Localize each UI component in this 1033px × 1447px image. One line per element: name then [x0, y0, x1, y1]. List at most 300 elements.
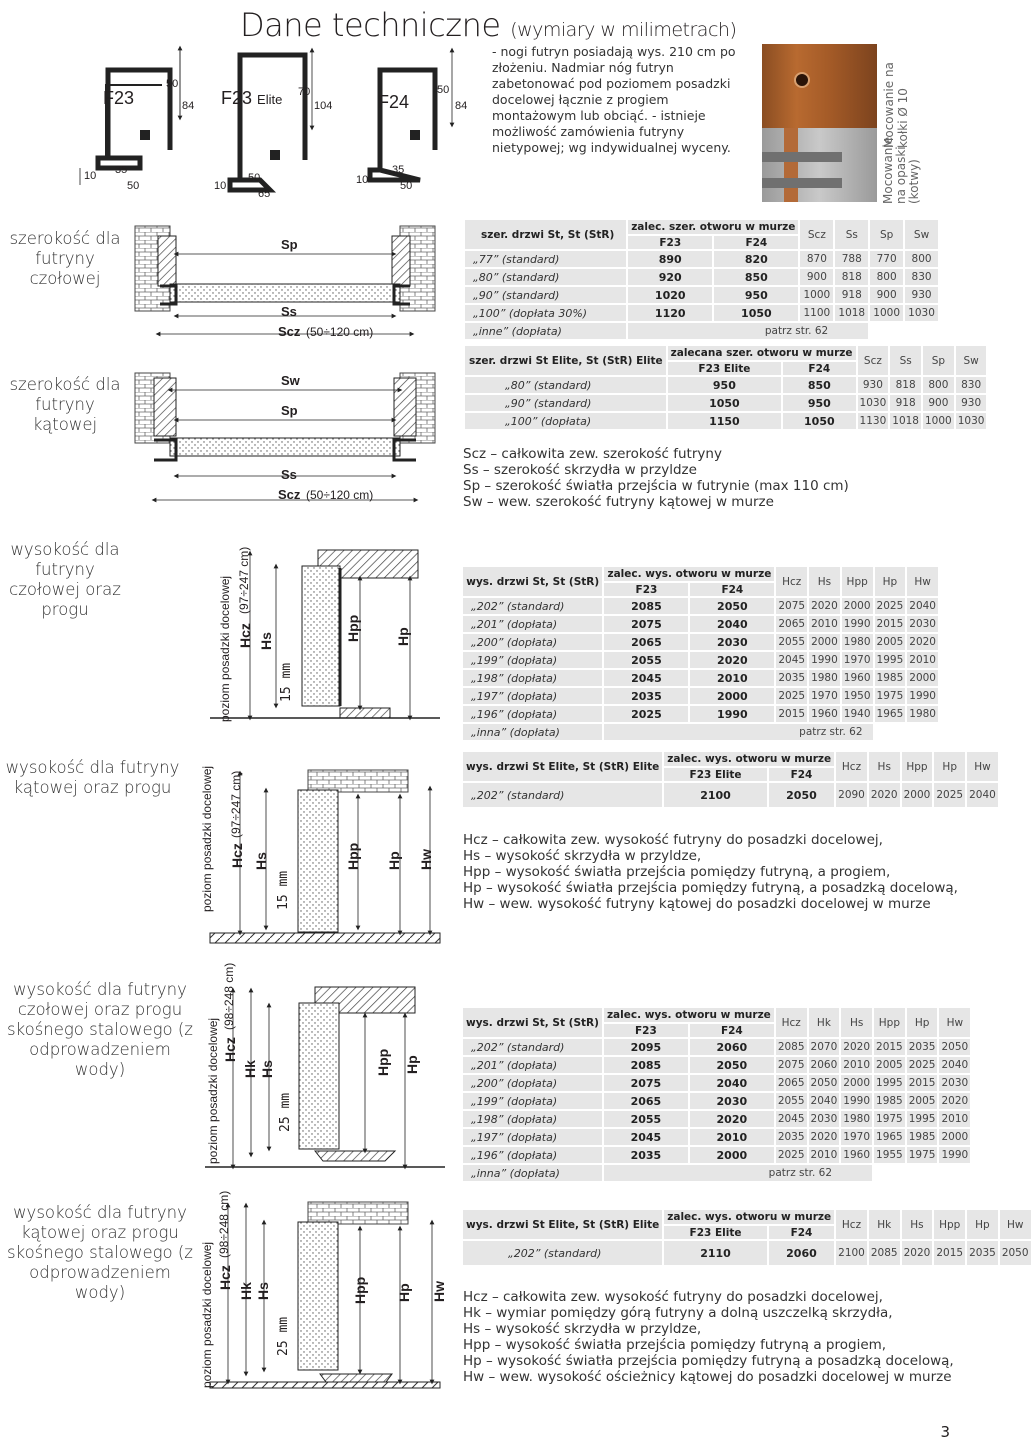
- t5-r5-c5: 1970: [840, 1128, 873, 1146]
- t2-r1-c6: 930: [955, 394, 988, 412]
- legend3-hp: Hp – wysokość światła przejścia pomiędzy futryną a posadzką docelową,: [463, 1353, 954, 1369]
- profile-f23-dim-50: 50: [166, 78, 179, 90]
- t3-r2-c2: 2030: [689, 633, 775, 651]
- legend-hp: Hp – wysokość światła przejścia pomiędzy futryną, a posadzką docelową,: [463, 880, 958, 896]
- table-row: [463, 1074, 971, 1092]
- t1-r2-c4: 918: [834, 286, 869, 304]
- t1-r2-c5: 900: [869, 286, 904, 304]
- label-hp: Hp: [395, 627, 411, 646]
- table-row: [463, 782, 999, 808]
- t2-r2-c5: 1000: [922, 412, 955, 430]
- table-row: [463, 669, 939, 687]
- t2-r2-c2: 1050: [782, 412, 856, 430]
- profile-f23-elite-label: [221, 88, 282, 109]
- t5-r5-c4: 2020: [808, 1128, 841, 1146]
- table-row: [463, 1092, 971, 1110]
- t3-col-hw: Hw: [906, 567, 939, 597]
- t4-col-hpp: Hpp: [901, 752, 934, 782]
- t3-col-hpp: Hpp: [841, 567, 874, 597]
- width-table-elite: [465, 346, 988, 431]
- t5-r3-c5: 1990: [840, 1092, 873, 1110]
- t5-r5-c1: 2045: [603, 1128, 689, 1146]
- t5-r0-c7: 2035: [906, 1038, 939, 1056]
- t2-r2-c3: 1130: [857, 412, 890, 430]
- t3-r5-c6: 1975: [874, 687, 907, 705]
- label-ss: Ss: [281, 304, 297, 319]
- t4-col-hs: Hs: [868, 752, 901, 782]
- t4-r0-c1: 2100: [663, 782, 768, 808]
- section-width-front: szerokość dla futryny czołowej: [9, 229, 121, 288]
- t5-r5-c0: „197” (dopłata): [463, 1128, 603, 1146]
- table-row: [465, 394, 987, 412]
- t3-r5-c5: 1950: [841, 687, 874, 705]
- t5-r3-c6: 1985: [873, 1092, 906, 1110]
- label-hcz-3: Hcz: [222, 1037, 238, 1062]
- t6-col-hp: Hp: [966, 1210, 999, 1240]
- table-row: [465, 376, 987, 394]
- profile-f24-dim-35: 35: [392, 164, 405, 176]
- t3-col-hp: Hp: [874, 567, 907, 597]
- t3-r4-c4: 1980: [808, 669, 841, 687]
- t5-r1-c5: 2010: [840, 1056, 873, 1074]
- t5-r2-c0: „200” (dopłata): [463, 1074, 603, 1092]
- t2-r1-c2: 950: [782, 394, 856, 412]
- label-floor-level: poziom posadzki docelowej: [218, 575, 232, 722]
- label-hcz-4: Hcz: [217, 1265, 233, 1290]
- t3-r5-c7: 1990: [906, 687, 939, 705]
- t3-r3-c1: 2055: [603, 651, 689, 669]
- mount-dowel-label: Mocowanie na kołki Ø 10: [882, 62, 910, 148]
- t2-r0-c1: 950: [667, 376, 782, 394]
- t6-header-door: wys. drzwi St Elite, St (StR) Elite: [463, 1210, 663, 1240]
- width-table-front: [465, 220, 940, 341]
- legend-hcz: Hcz – całkowita zew. wysokość futryny do posadzki docelowej,: [463, 832, 883, 848]
- t3-r5-c3: 2025: [775, 687, 808, 705]
- t3-r0-c1: 2085: [603, 597, 689, 615]
- t5-r1-c0: „201” (dopłata): [463, 1056, 603, 1074]
- t1-r2-label: „90” (standard): [465, 286, 627, 304]
- t5-r4-c4: 2030: [808, 1110, 841, 1128]
- t1-r2-c1: 1020: [627, 286, 713, 304]
- t1-r3-c6: 1030: [904, 304, 939, 322]
- t1-r1-c4: 818: [834, 268, 869, 286]
- t3-last-label: „inna” (dopłata): [463, 723, 603, 741]
- t6-r0-c4: 2085: [868, 1240, 901, 1266]
- section-height-front-sloped: wysokość dla futryny czołowej oraz progu skośnego stalowego (z odprowadzeniem wody): [7, 980, 193, 1079]
- label-hs-4: Hs: [255, 1282, 271, 1300]
- t5-last-ref: patrz str. 62: [603, 1164, 873, 1182]
- t2-r0-c6: 830: [955, 376, 988, 394]
- profile-f23e-name: F23: [221, 88, 253, 108]
- t3-r1-c2: 2040: [689, 615, 775, 633]
- profile-f23e-dim-50: 50: [248, 172, 261, 184]
- t1-r3-c2: 1050: [713, 304, 799, 322]
- label-hpp: Hpp: [345, 614, 361, 642]
- height-front-sloped-diagram: [205, 985, 450, 1175]
- t5-r6-c0: „196” (dopłata): [463, 1146, 603, 1164]
- t3-r3-c5: 1970: [841, 651, 874, 669]
- profile-f24-dim-10: 10: [356, 174, 369, 186]
- t1-last-label: „inne” (dopłata): [465, 322, 627, 340]
- height-table-front-sloped: [463, 1008, 972, 1183]
- t5-header-door: wys. drzwi St, St (StR): [463, 1008, 603, 1038]
- table-row: [465, 268, 939, 286]
- t5-last-label: „inna” (dopłata): [463, 1164, 603, 1182]
- t5-r0-c3: 2085: [775, 1038, 808, 1056]
- t2-header-door: szer. drzwi St Elite, St (StR) Elite: [465, 346, 667, 376]
- profile-f23-dim-84: 84: [182, 100, 195, 112]
- label-hs-2: Hs: [253, 852, 269, 870]
- table-row: [463, 651, 939, 669]
- t2-r2-c4: 1018: [889, 412, 922, 430]
- table-row: [463, 633, 939, 651]
- t5-header-opening: zalec. wys. otworu w murze: [603, 1008, 775, 1023]
- label-15mm-2: 15 mm: [276, 870, 291, 910]
- t5-r2-c2: 2040: [689, 1074, 775, 1092]
- t5-r6-c4: 2010: [808, 1146, 841, 1164]
- t5-r1-c1: 2085: [603, 1056, 689, 1074]
- t5-r4-c3: 2045: [775, 1110, 808, 1128]
- t3-last-ref: patrz str. 62: [603, 723, 873, 741]
- section-width-corner: szerokość dla futryny kątowej: [9, 375, 121, 434]
- t3-r3-c2: 2020: [689, 651, 775, 669]
- legend3-hpp: Hpp – wysokość światła przejścia pomiędzy futryną a progiem,: [463, 1337, 887, 1353]
- t1-col-sw: Sw: [904, 220, 939, 250]
- profile-f23e-dim-104: 104: [314, 100, 333, 112]
- table-row: [465, 412, 987, 430]
- t5-r4-c5: 1980: [840, 1110, 873, 1128]
- table-row: [465, 286, 939, 304]
- installation-note: - nogi futryn posiadają wys. 210 cm po złożeniu. Nadmiar nóg futryn zabetonować pod poziomem posadzki docelowej łącznie z progiem montażowym lub obciąć. - istnieje możliwość zamówienia futryny nietypowej; wg indywidualnej wyceny.: [492, 44, 736, 155]
- t5-r2-c7: 2015: [906, 1074, 939, 1092]
- t3-r2-c0: „200” (dopłata): [463, 633, 603, 651]
- t5-r6-c6: 1955: [873, 1146, 906, 1164]
- t1-col-ss: Ss: [834, 220, 869, 250]
- t3-col-f23: F23: [603, 582, 689, 597]
- t5-r3-c0: „199” (dopłata): [463, 1092, 603, 1110]
- profile-f24-dim-50b: 50: [400, 180, 413, 192]
- t5-r5-c7: 1985: [906, 1128, 939, 1146]
- legend-hpp: Hpp – wysokość światła przejścia pomiędzy futryną, a progiem,: [463, 864, 891, 880]
- t5-col-hs: Hs: [840, 1008, 873, 1038]
- t3-r4-c1: 2045: [603, 669, 689, 687]
- t3-r6-c0: „196” (dopłata): [463, 705, 603, 723]
- t4-col-f23e: F23 Elite: [663, 767, 768, 782]
- table-row: [463, 1146, 971, 1164]
- t5-r2-c3: 2065: [775, 1074, 808, 1092]
- t3-r0-c5: 2000: [841, 597, 874, 615]
- label-floor-level-4: poziom posadzki docelowej: [200, 1241, 214, 1388]
- t4-r0-label: „202” (standard): [463, 782, 663, 808]
- t3-r2-c7: 2020: [906, 633, 939, 651]
- t1-r3-c1: 1120: [627, 304, 713, 322]
- dowel-hole-icon: [794, 72, 810, 88]
- t3-col-hcz: Hcz: [775, 567, 808, 597]
- t3-col-hs: Hs: [808, 567, 841, 597]
- height-legend: [463, 832, 958, 912]
- t5-r5-c6: 1965: [873, 1128, 906, 1146]
- profile-f24-label: F24: [378, 92, 410, 112]
- profile-f24: [370, 50, 452, 180]
- label-hp-4: Hp: [396, 1283, 412, 1302]
- t6-r0-c5: 2020: [901, 1240, 934, 1266]
- label-scz-range-2: (50÷120 cm): [306, 488, 374, 502]
- wall-photo: [762, 128, 877, 202]
- t2-r1-label: „90” (standard): [465, 394, 667, 412]
- t5-r0-c0: „202” (standard): [463, 1038, 603, 1056]
- t5-r1-c2: 2050: [689, 1056, 775, 1074]
- t5-r6-c8: 1990: [938, 1146, 971, 1164]
- t5-col-hk: Hk: [808, 1008, 841, 1038]
- label-scz: Scz: [278, 324, 301, 339]
- t4-r0-c6: 2025: [933, 782, 966, 808]
- profile-f23-dim-35: 35: [115, 164, 128, 176]
- t6-header-opening: zalec. wys. otworu w murze: [663, 1210, 835, 1225]
- t5-r2-c8: 2030: [938, 1074, 971, 1092]
- title-sub: (wymiary w milimetrach): [510, 19, 737, 41]
- t5-r6-c2: 2000: [689, 1146, 775, 1164]
- t5-r6-c7: 1975: [906, 1146, 939, 1164]
- t1-r0-c1: 890: [627, 250, 713, 268]
- t1-r1-c6: 830: [904, 268, 939, 286]
- t3-r1-c0: „201” (dopłata): [463, 615, 603, 633]
- t1-r1-c3: 900: [799, 268, 834, 286]
- t2-col-f24: F24: [782, 361, 856, 376]
- t4-col-f24: F24: [768, 767, 835, 782]
- t2-header-opening: zalecana szer. otworu w murze: [667, 346, 857, 361]
- t1-r0-c6: 800: [904, 250, 939, 268]
- label-hcz-range-3: (98÷248 cm): [222, 962, 236, 1030]
- t5-r3-c3: 2055: [775, 1092, 808, 1110]
- t2-r2-c6: 1030: [955, 412, 988, 430]
- t4-r0-c5: 2000: [901, 782, 934, 808]
- t5-col-hp: Hp: [906, 1008, 939, 1038]
- t2-r1-c4: 918: [889, 394, 922, 412]
- label-hk-3: Hk: [242, 1060, 258, 1078]
- t5-r2-c1: 2075: [603, 1074, 689, 1092]
- label-hs: Hs: [258, 632, 274, 650]
- t1-r1-c2: 850: [713, 268, 799, 286]
- t1-r3-label: „100” (dopłata 30%): [465, 304, 627, 322]
- page-number: 3: [940, 1423, 950, 1441]
- t5-r6-c5: 1960: [840, 1146, 873, 1164]
- label-scz-2: Scz: [278, 487, 301, 502]
- profile-f24-dim-50: 50: [437, 84, 450, 96]
- t3-header-door: wys. drzwi St, St (StR): [463, 567, 603, 597]
- section-height-front: wysokość dla futryny czołowej oraz progu: [9, 540, 121, 619]
- table-row: [463, 687, 939, 705]
- t1-r0-c5: 770: [869, 250, 904, 268]
- t5-r1-c3: 2075: [775, 1056, 808, 1074]
- table-row: [463, 1056, 971, 1074]
- profile-f23-label: F23: [103, 88, 135, 108]
- table-row: [465, 250, 939, 268]
- table-row: [463, 1128, 971, 1146]
- t1-col-scz: Scz: [799, 220, 834, 250]
- t1-last-ref: patrz str. 62: [627, 322, 869, 340]
- t6-r0-c3: 2100: [835, 1240, 868, 1266]
- label-hw-4: Hw: [431, 1281, 447, 1302]
- t2-r2-c1: 1150: [667, 412, 782, 430]
- t1-r0-c2: 820: [713, 250, 799, 268]
- label-hpp-2: Hpp: [345, 842, 361, 870]
- legend-sw: Sw – wew. szerokość futryny kątowej w murze: [463, 494, 774, 510]
- profile-f23e-suffix: Elite: [257, 92, 283, 107]
- label-hp-2: Hp: [386, 851, 402, 870]
- t3-r0-c3: 2075: [775, 597, 808, 615]
- t6-col-hpp: Hpp: [933, 1210, 966, 1240]
- t5-r1-c8: 2040: [938, 1056, 971, 1074]
- t2-col-sw: Sw: [955, 346, 988, 376]
- t1-r0-c4: 788: [834, 250, 869, 268]
- t3-r2-c3: 2055: [775, 633, 808, 651]
- t3-body: [463, 597, 939, 723]
- mounting-photo: [762, 44, 877, 202]
- t1-r0-label: „77” (standard): [465, 250, 627, 268]
- t5-r5-c3: 2035: [775, 1128, 808, 1146]
- t5-r4-c8: 2010: [938, 1110, 971, 1128]
- t3-r4-c7: 2000: [906, 669, 939, 687]
- label-hs-3: Hs: [259, 1060, 275, 1078]
- t5-col-f24: F24: [689, 1023, 775, 1038]
- t2-r0-label: „80” (standard): [465, 376, 667, 394]
- profile-f23: [80, 48, 180, 185]
- t5-r1-c4: 2060: [808, 1056, 841, 1074]
- t5-r1-c7: 2025: [906, 1056, 939, 1074]
- t3-r6-c1: 2025: [603, 705, 689, 723]
- t5-r4-c0: „198” (dopłata): [463, 1110, 603, 1128]
- mount-strap-label: Mocowanie na opaski (kotwy): [881, 136, 921, 204]
- legend-hs: Hs – wysokość skrzydła w przyldze,: [463, 848, 702, 864]
- t1-r1-c5: 800: [869, 268, 904, 286]
- table-row: [463, 723, 939, 741]
- t3-r5-c4: 1970: [808, 687, 841, 705]
- t1-col-f23: F23: [627, 235, 713, 250]
- t3-r4-c5: 1960: [841, 669, 874, 687]
- section-height-corner: wysokość dla futryny kątowej oraz progu: [5, 758, 180, 797]
- t6-r0-c7: 2035: [966, 1240, 999, 1266]
- t3-col-f24: F24: [689, 582, 775, 597]
- t3-r2-c5: 1980: [841, 633, 874, 651]
- t5-r3-c1: 2065: [603, 1092, 689, 1110]
- height-table-front: [463, 567, 940, 742]
- t3-r0-c2: 2050: [689, 597, 775, 615]
- label-hcz: Hcz: [237, 623, 253, 648]
- t6-col-f24: F24: [768, 1225, 835, 1240]
- t3-r6-c7: 1980: [906, 705, 939, 723]
- table-row: [463, 597, 939, 615]
- t3-r2-c6: 2005: [874, 633, 907, 651]
- t1-col-sp: Sp: [869, 220, 904, 250]
- t5-r2-c6: 1995: [873, 1074, 906, 1092]
- t1-r3-c5: 1000: [869, 304, 904, 322]
- label-hk-4: Hk: [238, 1282, 254, 1300]
- t4-col-hw: Hw: [966, 752, 999, 782]
- t3-r5-c1: 2035: [603, 687, 689, 705]
- t1-r3-c4: 1018: [834, 304, 869, 322]
- t3-r5-c0: „197” (dopłata): [463, 687, 603, 705]
- label-ss-2: Ss: [281, 467, 297, 482]
- t5-r3-c4: 2040: [808, 1092, 841, 1110]
- frame-leg-photo: [784, 128, 798, 202]
- t5-r0-c4: 2070: [808, 1038, 841, 1056]
- t4-col-hp: Hp: [933, 752, 966, 782]
- t4-r0-c3: 2090: [835, 782, 868, 808]
- t6-r0-c1: 2110: [663, 1240, 768, 1266]
- t1-header-opening: zalec. szer. otworu w murze: [627, 220, 799, 235]
- label-15mm: 15 mm: [279, 662, 294, 702]
- label-floor-level-2: poziom posadzki docelowej: [200, 765, 214, 912]
- profile-f23e-dim-10: 10: [214, 180, 227, 192]
- legend3-hs: Hs – wysokość skrzydła w przyldze,: [463, 1321, 702, 1337]
- t3-r0-c7: 2040: [906, 597, 939, 615]
- height-table-elite-sloped: [463, 1210, 1033, 1267]
- t4-r0-c7: 2040: [966, 782, 999, 808]
- t4-header-door: wys. drzwi St Elite, St (StR) Elite: [463, 752, 663, 782]
- t4-r0-c2: 2050: [768, 782, 835, 808]
- frame-profiles-diagram: [80, 40, 480, 210]
- label-hpp-4: Hpp: [352, 1276, 368, 1304]
- t3-r3-c0: „199” (dopłata): [463, 651, 603, 669]
- t2-col-ss: Ss: [889, 346, 922, 376]
- t6-r0-c2: 2060: [768, 1240, 835, 1266]
- legend-ss: Ss – szerokość skrzydła w przyldze: [463, 462, 697, 478]
- label-hp-3: Hp: [404, 1055, 420, 1074]
- t3-r1-c3: 2065: [775, 615, 808, 633]
- label-floor-level-3: poziom posadzki docelowej: [206, 1017, 220, 1164]
- t3-r1-c5: 1990: [841, 615, 874, 633]
- t5-r2-c5: 2000: [840, 1074, 873, 1092]
- legend-sp: Sp – szerokość światła przejścia w futrynie (max 110 cm): [463, 478, 849, 494]
- table-row: [463, 1240, 1032, 1266]
- t4-r0-c4: 2020: [868, 782, 901, 808]
- t2-r1-c5: 900: [922, 394, 955, 412]
- t2-r0-c3: 930: [857, 376, 890, 394]
- table-row: [463, 1164, 971, 1182]
- label-sw: Sw: [281, 373, 300, 388]
- legend-scz: Scz – całkowita zew. szerokość futryny: [463, 446, 722, 462]
- t5-r0-c6: 2015: [873, 1038, 906, 1056]
- t5-r5-c2: 2010: [689, 1128, 775, 1146]
- t5-r5-c8: 2000: [938, 1128, 971, 1146]
- t3-r3-c7: 2010: [906, 651, 939, 669]
- t1-col-f24: F24: [713, 235, 799, 250]
- t5-r4-c6: 1975: [873, 1110, 906, 1128]
- t3-r4-c0: „198” (dopłata): [463, 669, 603, 687]
- title-main: Dane techniczne: [240, 6, 501, 44]
- t2-r0-c5: 800: [922, 376, 955, 394]
- t5-r0-c1: 2095: [603, 1038, 689, 1056]
- t3-header-opening: zalec. wys. otworu w murze: [603, 567, 775, 582]
- table-row: [463, 1038, 971, 1056]
- t3-r0-c0: „202” (standard): [463, 597, 603, 615]
- label-hcz-2: Hcz: [229, 843, 245, 868]
- t3-r4-c6: 1985: [874, 669, 907, 687]
- t3-r6-c4: 1960: [808, 705, 841, 723]
- t2-col-sp: Sp: [922, 346, 955, 376]
- anchor-strap-icon: [762, 152, 842, 162]
- t5-r3-c7: 2005: [906, 1092, 939, 1110]
- table-row: [465, 322, 939, 340]
- t5-r1-c6: 2005: [873, 1056, 906, 1074]
- legend3-hcz: Hcz – całkowita zew. wysokość futryny do posadzki docelowej,: [463, 1289, 883, 1305]
- t3-r1-c4: 2010: [808, 615, 841, 633]
- profile-f23-dim-50b: 50: [127, 180, 140, 192]
- t5-r6-c3: 2025: [775, 1146, 808, 1164]
- t3-r2-c1: 2065: [603, 633, 689, 651]
- t6-r0-label: „202” (standard): [463, 1240, 663, 1266]
- t1-r1-label: „80” (standard): [465, 268, 627, 286]
